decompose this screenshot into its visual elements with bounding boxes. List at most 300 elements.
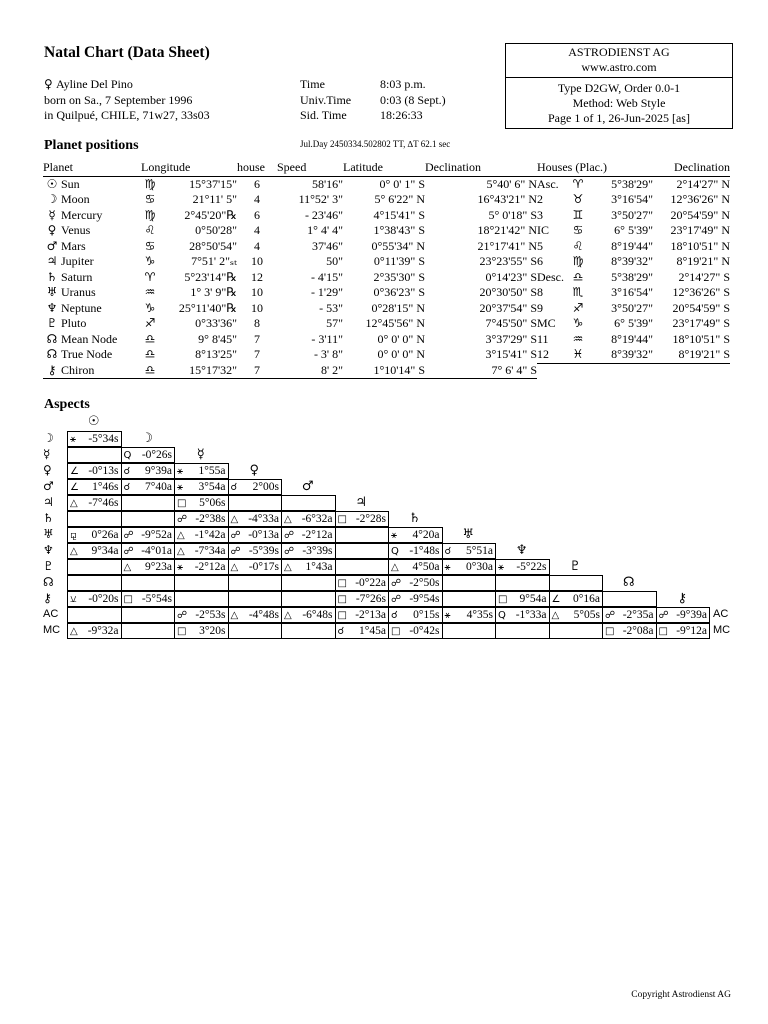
aspect-cell [67, 559, 122, 575]
house-name: 5 [537, 238, 543, 253]
aspect-symbol-icon: ☍ [391, 578, 402, 589]
house-row [537, 208, 730, 224]
planet-name: Neptune [61, 300, 102, 315]
house-row [537, 223, 730, 239]
aspect-symbol-icon: Q [498, 610, 506, 621]
aspect-cell [228, 559, 283, 575]
aspect-cell [121, 511, 176, 527]
sign-cell [141, 270, 159, 286]
aspect-symbol-icon: □ [337, 594, 347, 605]
col-planet: Planet [43, 160, 73, 175]
planet-row [43, 208, 537, 224]
planet-name: Moon [61, 192, 90, 207]
planet-name: True Node [61, 347, 113, 362]
aspect-cell [67, 623, 122, 639]
aspect-orb: 7°40a [145, 481, 172, 493]
aspect-symbol-icon: □ [391, 626, 401, 637]
aspect-symbol-icon: ☍ [123, 546, 134, 557]
aspect-orb: -4°33a [248, 513, 279, 525]
aspect-cell [228, 495, 283, 511]
house: 7 [254, 331, 260, 346]
planet-row [43, 301, 537, 317]
latitude: 4°15'41" S [373, 207, 425, 222]
zodiac-sign-icon: ♍ [144, 207, 156, 222]
page-info: Page 1 of 1, 26-Jun-2025 [as] [548, 111, 690, 125]
house-declination: 23°17'49" S [672, 316, 730, 331]
aspect-cell [67, 463, 122, 479]
aspect-column-glyph: ♄ [408, 511, 421, 526]
house-name: 2 [537, 192, 543, 207]
aspect-orb: 9°54a [519, 593, 547, 605]
sid-time-value: 18:26:33 [380, 108, 423, 122]
aspect-cell [602, 623, 657, 639]
aspect-cell [495, 623, 550, 639]
company-name: ASTRODIENST AG [568, 45, 670, 59]
aspect-orb: -4°48s [248, 609, 279, 621]
planet-name-cell [43, 301, 141, 317]
sign-cell [141, 316, 159, 332]
house-name: 11 [537, 331, 549, 346]
house-row [537, 270, 730, 286]
aspect-symbol-icon: ☌ [123, 466, 131, 477]
houses-table [537, 160, 730, 364]
aspect-symbol-icon: △ [70, 498, 78, 509]
aspect-orb: -2°13a [355, 609, 386, 621]
planet-row [43, 192, 537, 208]
aspect-cell [442, 591, 497, 607]
house-row [537, 285, 730, 301]
aspect-symbol-icon: ☍ [177, 514, 188, 525]
longitude: 2°45'20"℞ [184, 207, 237, 222]
aspect-row-label: AC [43, 608, 59, 620]
company-box [505, 43, 733, 129]
aspect-cell [442, 575, 497, 591]
col-latitude: Latitude [343, 160, 383, 175]
planet-positions-table [43, 160, 537, 379]
house: 8 [254, 316, 260, 331]
aspect-symbol-icon: □ [498, 594, 508, 605]
col-house: house [237, 160, 265, 175]
aspect-column-glyph: ♅ [462, 527, 475, 542]
latitude: 1°38'43" S [373, 223, 425, 238]
aspect-symbol-icon: △ [551, 610, 560, 621]
sid-time-label: Sid. Time [300, 108, 347, 122]
planet-row [43, 363, 537, 379]
house-sign-cell [569, 332, 589, 348]
aspect-cell [388, 607, 443, 623]
house-longitude: 3°16'54" [611, 192, 653, 207]
planet-symbol-icon: ☉ [46, 176, 58, 191]
sign-cell [141, 208, 159, 224]
planet-name: Chiron [61, 362, 95, 377]
sign-cell [141, 301, 159, 317]
planet-symbol-icon: ☊ [46, 347, 58, 362]
aspect-symbol-icon: △ [123, 562, 132, 573]
aspect-column-glyph: ☊ [622, 575, 635, 590]
aspect-orb: 9°39a [145, 465, 172, 477]
latitude: 0°36'23" S [373, 285, 425, 300]
aspects-heading: Aspects [44, 397, 90, 412]
planet-symbol-icon: ⚷ [47, 362, 57, 377]
aspect-symbol-icon: △ [230, 514, 239, 525]
aspect-orb: -2°12a [301, 529, 333, 541]
aspect-cell [174, 479, 229, 495]
aspect-symbol-icon: △ [177, 530, 185, 541]
aspect-cell [335, 543, 390, 559]
planet-name-cell [43, 316, 141, 332]
aspect-cell [549, 623, 604, 639]
aspect-row-label: ☿ [43, 447, 51, 461]
latitude: 0° 0' 0" N [377, 331, 425, 346]
house-sign-cell [569, 208, 589, 224]
aspect-orb: -7°46s [88, 497, 119, 509]
aspect-orb: -5°39s [248, 545, 279, 557]
aspect-row-label: ♂ [43, 479, 54, 493]
aspect-symbol-icon: △ [284, 514, 292, 525]
planet-name: Saturn [61, 269, 93, 284]
house-name: MC [537, 316, 556, 331]
house: 7 [254, 347, 260, 362]
aspect-symbol-icon: ☍ [605, 610, 616, 621]
house-longitude: 8°39'32" [611, 254, 653, 269]
aspect-cell [335, 559, 390, 575]
aspect-cell [281, 543, 336, 559]
house-longitude: 8°19'44" [611, 331, 653, 346]
house-longitude: 5°38'29" [611, 269, 653, 284]
aspect-cell [388, 527, 443, 543]
aspect-cell [67, 479, 122, 495]
aspect-symbol-icon: ⚹ [391, 530, 397, 541]
house: 6 [254, 207, 260, 222]
aspect-cell [174, 591, 229, 607]
zodiac-sign-icon: ♎ [144, 331, 156, 346]
aspect-orb: 0°16a [573, 593, 600, 605]
aspect-symbol-icon: ☍ [230, 530, 241, 541]
house-longitude: 5°38'29" [611, 176, 653, 191]
zodiac-sign-icon: ♐ [572, 300, 584, 315]
house-sign-cell [569, 192, 589, 208]
aspect-orb: 5°51a [466, 545, 493, 557]
aspect-row-label-right: MC [713, 624, 731, 636]
latitude: 0°11'39" S [373, 254, 425, 269]
julian-day: Jul.Day 2450334.502802 TT, ∆T 62.1 sec [300, 139, 451, 149]
aspect-column-glyph: ♀ [249, 463, 260, 478]
house-sign-cell [569, 176, 589, 192]
house: 4 [254, 238, 260, 253]
planet-row [43, 176, 537, 192]
aspect-row-label: ☽ [43, 431, 54, 445]
planet-name-cell [43, 285, 141, 301]
aspect-orb: -0°22a [355, 577, 386, 589]
latitude: 0° 0' 0" N [377, 347, 425, 362]
zodiac-sign-icon: ♒ [572, 331, 584, 346]
zodiac-sign-icon: ♋ [144, 192, 156, 207]
house: 6 [254, 176, 260, 191]
aspect-symbol-icon: □ [337, 514, 347, 525]
aspect-column-glyph: ☽ [141, 431, 154, 446]
aspect-cell [442, 623, 497, 639]
aspect-row-label: ♇ [43, 559, 54, 573]
aspect-cell [121, 607, 176, 623]
aspect-column-glyph: ♆ [515, 543, 528, 558]
aspect-symbol-icon: □ [177, 498, 187, 509]
planet-name-cell [43, 239, 141, 255]
aspect-orb: -1°42a [194, 529, 226, 541]
aspect-symbol-icon: ⚹ [70, 434, 76, 445]
aspect-cell [174, 575, 229, 591]
aspect-row-label: MC [43, 624, 61, 636]
speed: 57" [326, 316, 343, 331]
aspect-orb: 4°35s [466, 609, 493, 621]
aspect-symbol-icon: ⚹ [444, 610, 451, 621]
aspect-cell [228, 511, 283, 527]
aspect-symbol-icon: ⚹ [177, 466, 183, 477]
aspect-cell [67, 527, 122, 543]
declination: 0°14'23" S [485, 269, 537, 284]
aspect-symbol-icon: Q [123, 450, 132, 461]
planet-symbol-icon: ☊ [46, 331, 58, 346]
speed: - 3'11" [311, 331, 343, 346]
sign-cell [141, 285, 159, 301]
house-longitude: 3°50'27" [611, 300, 653, 315]
aspect-symbol-icon: ∠ [70, 482, 79, 493]
aspect-cell [335, 527, 390, 543]
aspect-cell [174, 527, 229, 543]
declination: 5° 0'18" S [488, 207, 537, 222]
sign-cell [141, 176, 159, 192]
house-declination: 2°14'27" N [676, 176, 730, 191]
planet-name: Mercury [61, 207, 103, 222]
speed: - 3' 8" [313, 347, 343, 362]
aspect-cell [121, 559, 176, 575]
aspect-cell [174, 607, 229, 623]
aspect-row-label: ♄ [43, 511, 54, 525]
aspect-symbol-icon: ☌ [337, 626, 345, 637]
aspect-symbol-icon: ☌ [444, 546, 452, 557]
aspect-cell [335, 623, 390, 639]
house-sign-cell [569, 316, 589, 332]
aspect-orb: 1°55a [198, 465, 226, 477]
longitude: 28°50'54" [189, 238, 237, 253]
aspect-symbol-icon: ☍ [391, 594, 402, 605]
house-longitude: 6° 5'39" [614, 316, 653, 331]
company-url[interactable]: www.astro.com [581, 60, 657, 74]
house-row [537, 316, 730, 332]
planet-name: Uranus [61, 285, 96, 300]
aspect-orb: 3°54a [198, 481, 226, 493]
aspect-orb: 0°30a [466, 561, 493, 573]
planet-name: Pluto [61, 316, 87, 331]
house-name: 3 [537, 207, 543, 222]
sign-cell [141, 192, 159, 208]
house-sign-cell [569, 239, 589, 255]
declination: 18°21'42" N [477, 223, 537, 238]
house-row [537, 176, 730, 192]
latitude: 0°55'34" N [371, 238, 425, 253]
zodiac-sign-icon: ♎ [144, 362, 156, 377]
aspect-cell [67, 607, 122, 623]
speed: 8' 2" [320, 362, 343, 377]
speed: 37'46" [311, 238, 343, 253]
aspect-symbol-icon: ⚹ [177, 562, 183, 573]
longitude: 21°11' 5" [192, 192, 237, 207]
zodiac-sign-icon: ♐ [144, 316, 156, 331]
house-row [537, 192, 730, 208]
planet-name-cell [43, 223, 141, 239]
aspect-orb: -2°12a [194, 561, 226, 573]
aspect-symbol-icon: □ [177, 626, 187, 637]
zodiac-sign-icon: ♏ [572, 285, 584, 300]
house-declination: 20°54'59" S [672, 300, 730, 315]
house-declination: 18°10'51" N [670, 238, 730, 253]
aspect-cell [121, 543, 176, 559]
col-speed: Speed [277, 160, 307, 175]
longitude: 15°17'32" [189, 362, 237, 377]
aspect-cell [174, 543, 229, 559]
house-longitude: 3°50'27" [611, 207, 653, 222]
birth-date: born on Sa., 7 September 1996 [44, 92, 193, 107]
aspect-cell [121, 479, 176, 495]
planet-symbol-icon: ♅ [46, 285, 58, 300]
aspect-cell [174, 463, 229, 479]
latitude: 12°45'56" N [365, 316, 425, 331]
longitude: 0°50'28" [195, 223, 237, 238]
aspect-orb: -2°38s [195, 513, 226, 525]
longitude: 25°11'40"℞ [178, 300, 237, 315]
planet-positions-heading: Planet positions [44, 138, 139, 153]
aspect-column-glyph: ☿ [196, 447, 205, 462]
aspect-cell [121, 575, 176, 591]
declination: 7° 6' 4" S [491, 362, 537, 377]
aspect-orb: 5°05s [573, 609, 600, 621]
zodiac-sign-icon: ♌ [144, 223, 156, 238]
longitude: 8°13'25" [195, 347, 237, 362]
sign-cell [141, 347, 159, 363]
aspect-orb: 4°20a [412, 529, 440, 541]
planet-table-header [43, 160, 537, 176]
aspect-orb: -3°39s [302, 545, 333, 557]
aspect-cell [281, 575, 336, 591]
aspect-cell [602, 607, 657, 623]
house-name: 6 [537, 254, 543, 269]
aspect-symbol-icon: △ [284, 610, 292, 621]
house-sign-cell [569, 285, 589, 301]
house: 12 [251, 269, 263, 284]
aspect-cell [121, 623, 176, 639]
aspect-cell [228, 623, 283, 639]
aspect-row-label: ☊ [43, 575, 54, 589]
aspect-orb: -5°34s [88, 433, 119, 445]
planet-name-cell [43, 254, 141, 270]
aspect-symbol-icon: ⚹ [498, 562, 504, 573]
aspect-cell [656, 623, 711, 639]
aspect-symbol-icon: ☌ [123, 482, 131, 493]
aspect-orb: -9°39a [676, 609, 707, 621]
aspect-orb: -5°54s [141, 593, 172, 605]
aspect-orb: -2°50s [409, 577, 440, 589]
house-row [537, 239, 730, 255]
aspect-cell [174, 623, 229, 639]
zodiac-sign-icon: ♑ [144, 254, 156, 269]
house-name: Asc. [537, 176, 559, 191]
zodiac-sign-icon: ♌ [572, 238, 584, 253]
planet-name: Venus [61, 223, 91, 238]
house: 4 [254, 192, 260, 207]
aspect-orb: 5°06s [199, 497, 226, 509]
planet-name: Mars [61, 238, 86, 253]
sign-cell [141, 363, 159, 379]
speed: 58'16" [311, 176, 343, 191]
speed: - 4'15" [310, 269, 343, 284]
zodiac-sign-icon: ♋ [144, 238, 156, 253]
univ-time-label: Univ.Time [300, 92, 352, 107]
declination: 21°17'41" N [477, 238, 537, 253]
aspect-symbol-icon: ⚺ [70, 594, 77, 605]
col-declination: Declination [425, 160, 481, 175]
aspect-cell [495, 575, 550, 591]
person-name-line [44, 77, 210, 93]
aspect-orb: -9°52a [141, 529, 172, 541]
aspect-symbol-icon: ☍ [284, 530, 295, 541]
aspect-orb: -2°08a [622, 625, 654, 637]
planet-name: Sun [61, 176, 80, 191]
aspect-cell [67, 447, 122, 463]
aspect-symbol-icon: ⚼ [70, 530, 77, 541]
house: 7 [254, 362, 260, 377]
aspect-symbol-icon: □ [337, 578, 347, 589]
house-sign-cell [569, 301, 589, 317]
house-name: 12 [537, 347, 549, 362]
house-declination: 8°19'21" S [678, 347, 730, 362]
aspect-symbol-icon: □ [123, 594, 133, 605]
aspect-orb: -0°20s [88, 593, 119, 605]
aspect-symbol-icon: △ [230, 610, 239, 621]
zodiac-sign-icon: ♈ [144, 269, 156, 284]
zodiac-sign-icon: ♍ [144, 176, 156, 191]
aspect-symbol-icon: ☌ [391, 610, 398, 621]
aspect-symbol-icon: ☍ [177, 610, 188, 621]
aspect-cell [656, 607, 711, 623]
aspect-orb: 0°26a [91, 529, 119, 541]
sign-cell [141, 332, 159, 348]
aspect-symbol-icon: △ [70, 626, 78, 637]
aspect-cell [388, 591, 443, 607]
sign-cell [141, 223, 159, 239]
declination: 20°30'50" S [479, 285, 537, 300]
house-sign-cell [569, 223, 589, 239]
planet-row [43, 239, 537, 255]
sign-cell [141, 254, 159, 270]
aspect-cell [67, 431, 122, 447]
houses-table-header [537, 160, 730, 176]
aspect-cell [335, 607, 390, 623]
zodiac-sign-icon: ♑ [572, 316, 584, 331]
aspect-orb: 1°43a [305, 561, 333, 573]
planet-name-cell [43, 208, 141, 224]
house-sign-cell [569, 254, 589, 270]
aspect-orb: -7°26s [355, 593, 386, 605]
declination: 16°43'21" N [477, 192, 537, 207]
zodiac-sign-icon: ♑ [144, 300, 156, 315]
aspect-cell [442, 607, 497, 623]
copyright: Copyright Astrodienst AG [631, 990, 731, 1000]
house-declination: 20°54'59" N [670, 207, 730, 222]
zodiac-sign-icon: ♒ [144, 285, 156, 300]
aspect-symbol-icon: □ [605, 626, 615, 637]
aspect-cell [174, 559, 229, 575]
speed: 1° 4' 4" [307, 223, 343, 238]
aspect-cell [602, 591, 657, 607]
